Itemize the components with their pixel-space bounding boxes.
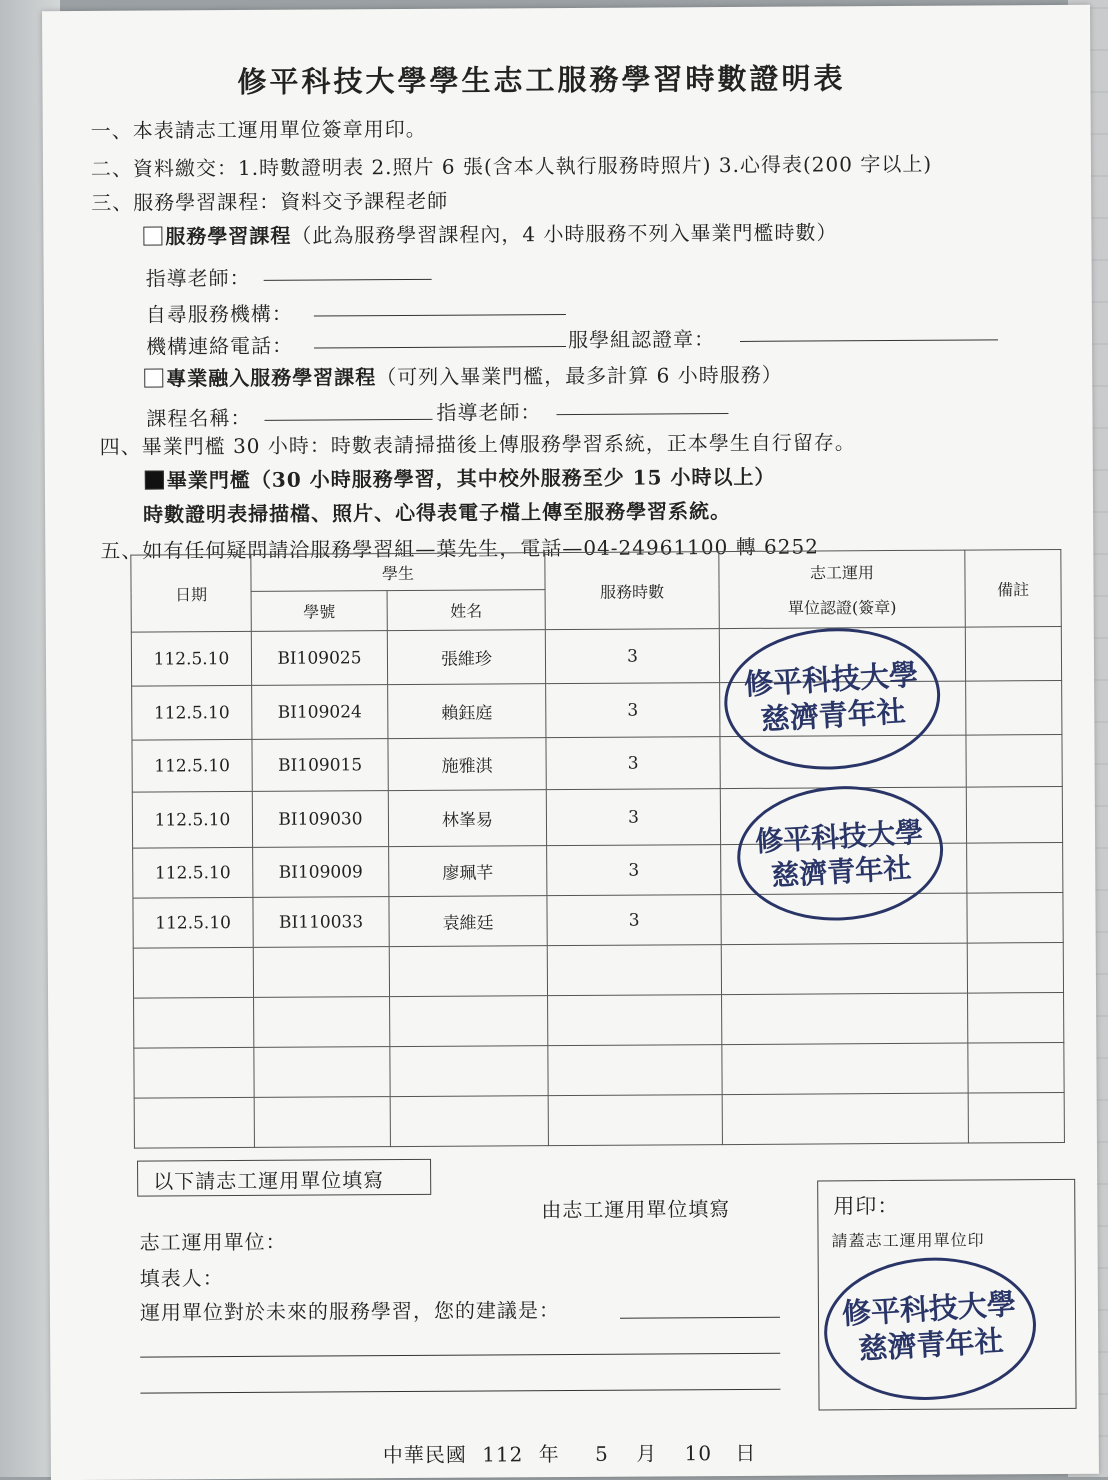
cell-remarks [967,892,1063,943]
header-student-id: 學號 [251,591,387,632]
unit-label: 志工運用單位： [139,1229,287,1255]
agency-field[interactable] [314,314,566,317]
course-name-field[interactable] [265,419,433,421]
cell-date: 112.5.10 [132,739,252,792]
instruction-item-3: 三、服務學習課程：資料交予課程老師 [91,188,449,215]
cell-student-id: BI109030 [252,791,388,848]
filler-label: 填表人： [139,1266,224,1291]
agency-phone-field[interactable] [314,346,566,349]
option-graduation-label: 畢業門檻 [166,467,251,493]
form-title: 修平科技大學學生志工服務學習時數證明表 [237,61,846,100]
cell-date: 112.5.10 [132,685,252,740]
cell-name: 施雅淇 [388,738,546,791]
date-prefix: 中華民國 [382,1442,467,1468]
advisor-label-2: 指導老師： [436,400,542,425]
cell-name: 廖珮芊 [389,846,547,897]
cell-name: 林峯易 [388,790,546,847]
stamp-line2: 慈濟青年社 [770,851,913,893]
option-professional-note: （可列入畢業門檻，最多計算 6 小時服務） [376,362,783,390]
cell-student-id: BI109024 [252,685,388,740]
cell-name: 賴鈺庭 [388,684,546,739]
cell-remarks [966,680,1062,735]
cell-remarks [966,734,1062,787]
header-student: 學生 [251,553,545,592]
cell-name: 袁維廷 [389,896,547,947]
cell-remarks [967,842,1063,893]
agency-label: 自尋服務機構： [145,301,293,327]
suggestion-label: 運用單位對於未來的服務學習，您的建議是： [139,1298,561,1325]
header-unit-line1: 志工運用 [809,563,875,583]
cell-hours: 3 [546,683,720,738]
option-graduation-note: （30 小時服務學習，其中校外服務至少 15 小時以上） [250,464,776,492]
cell-date: 112.5.10 [133,897,253,948]
option-professional-label: 專業融入服務學習課程 [166,365,377,391]
suggestion-line-3[interactable] [140,1389,780,1394]
cell-student-id: BI109025 [251,631,387,686]
date-day: 10 [684,1441,713,1466]
option-graduation-sub: 時數證明表掃描檔、照片、心得表電子檔上傳至服務學習系統。 [143,499,732,527]
header-date: 日期 [131,554,251,632]
date-day-unit: 日 [735,1440,757,1465]
cell-student-id: BI110033 [253,897,389,948]
cell-hours: 3 [545,629,719,684]
stamp-line1: 修平科技大學 [841,1286,1017,1331]
seal-title: 用印： [833,1193,900,1219]
advisor-field[interactable] [264,279,432,281]
instruction-item-4: 四、畢業門檻 30 小時：時數表請掃描後上傳服務學習系統，正本學生自行留存。 [99,430,856,459]
suggestion-line-2[interactable] [140,1353,780,1358]
checkbox-professional[interactable] [144,368,163,387]
table-row-empty [133,942,1063,998]
option-graduation [145,461,776,494]
cell-name: 張維珍 [387,630,545,685]
date-line [383,1437,757,1468]
instruction-item-1: 一、本表請志工運用單位簽章用印。 [90,116,427,143]
instruction-item-5: 五、如有任何疑問請洽服務學習組—葉先生，電話—04-24961100 轉 6252 [100,534,819,563]
header-unit-line2: 單位認證(簽章) [787,597,897,618]
seal-instruction: 請蓋志工運用單位印 [831,1230,985,1251]
footer-box-label: 以下請志工運用單位填寫 [153,1168,385,1194]
table-row-empty [134,1042,1064,1098]
stamp-line2: 慈濟青年社 [759,694,907,737]
cell-date: 112.5.10 [133,847,253,898]
cell-hours: 3 [546,789,720,846]
header-name: 姓名 [387,590,545,631]
checkbox-graduation[interactable] [145,470,164,489]
cell-date: 112.5.10 [131,631,251,686]
advisor-label: 指導老師： [145,265,251,291]
suggestion-field[interactable] [620,1317,780,1319]
table-row-empty [134,1092,1064,1148]
cell-student-id: BI109009 [253,847,389,898]
cell-student-id: BI109015 [252,739,388,792]
date-year-unit: 年 [538,1442,560,1467]
cell-hours: 3 [546,737,720,790]
date-month-unit: 月 [636,1441,658,1466]
stamp-line1: 修平科技大學 [754,815,925,859]
stamp-line1: 修平科技大學 [743,657,919,702]
option-service-learning [143,216,837,249]
option-professional [144,359,783,392]
header-hours: 服務時數 [545,552,719,630]
table-row-empty [134,992,1064,1048]
table-row [132,734,1062,792]
cell-hours: 3 [547,845,721,896]
header-remarks: 備註 [965,549,1061,627]
date-year: 112 [482,1442,524,1467]
cell-hours: 3 [547,895,721,946]
option-service-learning-note: （此為服務學習課程內，4 小時服務不列入畢業門檻時數） [291,220,838,248]
cell-remarks [965,626,1061,681]
table-row [133,892,1063,948]
seal-label: 服學組認證章： [567,327,716,352]
form-paper [42,5,1099,1480]
advisor-field-2[interactable] [556,413,728,415]
cell-remarks [966,786,1062,843]
cell-date: 112.5.10 [132,791,252,848]
header-unit-certification [719,550,965,629]
agency-phone-label: 機構連絡電話： [145,333,294,359]
checkbox-service-learning[interactable] [143,226,162,245]
option-service-learning-label: 服務學習課程 [165,223,292,249]
course-name-label: 課程名稱： [146,405,252,431]
instruction-item-2: 二、資料繳交：1.時數證明表 2.照片 6 張(含本人執行服務時照片) 3.心得表(200 字以上) [90,151,933,181]
fill-note: 由志工運用單位填寫 [541,1197,731,1223]
seal-field[interactable] [740,339,998,342]
stamp-line2: 慈濟青年社 [857,1323,1005,1367]
date-month: 5 [595,1441,609,1466]
